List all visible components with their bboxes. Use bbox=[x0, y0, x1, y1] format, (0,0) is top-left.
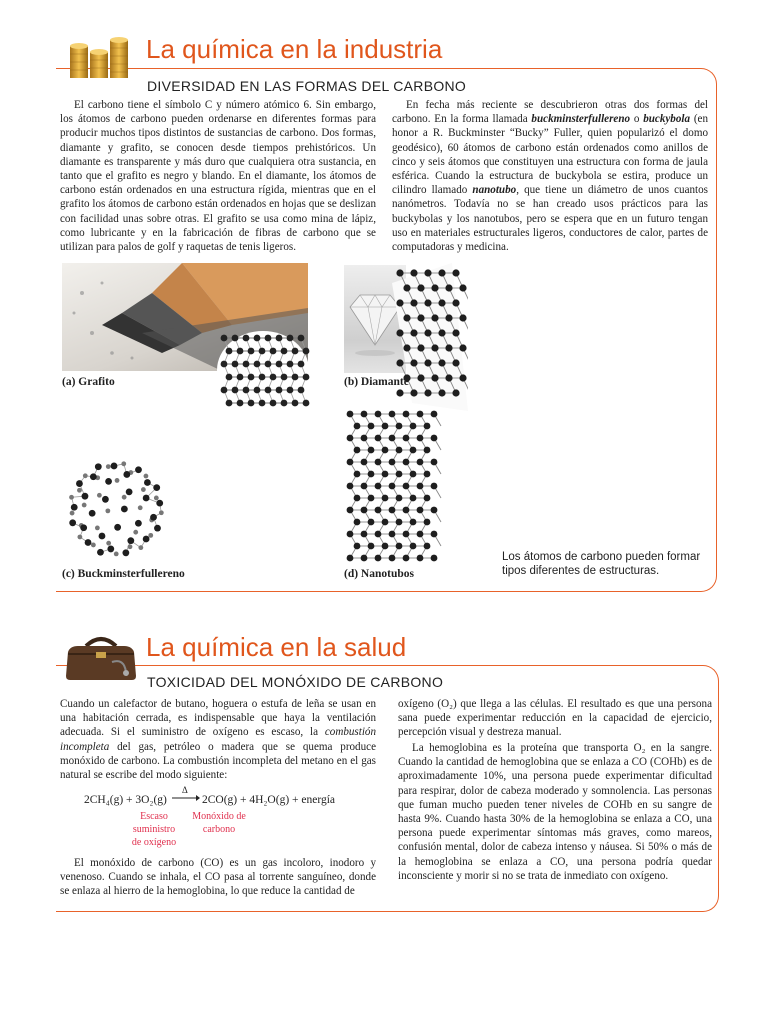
buckminsterfullerene-image bbox=[62, 455, 170, 563]
industry-col2-text: En fecha más reciente se descubrieron otras dos formas del carbono. En la forma llamada buckminsterfullereno o buckybola (en honor a R. Buckminster “Bucky” Fuller, quien popularizó el domo geodésico), 60 átomos de carbono están ordenados como anillos de cinco y seis átomos que constituyen una estructura con forma de jaula esférica. Cuando la estructura de buckybola se estira, produce un cilindro llamado nanotubo, que tiene un diámetro de unos cuantos nanómetros. Todavía no se han creado usos prácticos para las buckybolas y los nanotubos, pero se espera que en un futuro tengan uso en materiales estructurales ligeros, conductores de calor, partes de computadoras y medicina. bbox=[392, 99, 708, 254]
industry-title: La química en la industria bbox=[146, 34, 443, 64]
medical-bag-icon bbox=[62, 632, 140, 682]
term-combustion-incompleta: combustión incompleta bbox=[60, 726, 376, 753]
heat-delta-symbol: Δ bbox=[182, 785, 188, 795]
nanotube-image bbox=[342, 408, 444, 564]
health-col2-p2: La hemoglobina es la proteína que transporta O₂ en la sangre. Cuando la cantidad de hemoglobina que se enlaza a CO (COHb) es de aproximadamente 10%, una persona puede experimentar dificultad para respirar, dolor de cabeza moderado y somnolencia. Las personas que fuman mucho pueden tener niveles de COHb en su sangre de hasta 9%. Cuando hasta 30% de la hemoglobina se enlaza a CO, una persona puede experimentar síntomas más graves, como mareos, confusión mental, dolor de cabeza intenso y náusea. Si 50% o más de la hemoglobina se enlaza a CO, una persona podría quedar inconsciente y morir si no se trata de inmediato con oxígeno. bbox=[398, 742, 712, 882]
industry-subtitle: DIVERSIDAD EN LAS FORMAS DEL CARBONO bbox=[147, 78, 467, 94]
coins-icon bbox=[64, 36, 134, 82]
graphite-lattice-image bbox=[216, 330, 310, 410]
figure-note: Los átomos de carbono pueden formar tipos diferentes de estructuras. bbox=[502, 551, 701, 577]
diamond-lattice-image bbox=[392, 263, 468, 411]
health-co-text: El monóxido de carbono (CO) es un gas incoloro, inodoro y venenoso. Cuando se inhala, el CO pasa al torrente sanguíneo, donde se enlaza al hierro de la hemoglobina, lo que reduce la cantidad de bbox=[60, 857, 376, 898]
note-escaso-oxigeno: Escaso suministro de oxígeno bbox=[131, 811, 177, 848]
caption-nanotubes: (d) Nanotubos bbox=[344, 568, 414, 580]
term-buckminsterfullereno: buckminsterfullereno bbox=[531, 113, 631, 126]
health-subtitle: TOXICIDAD DEL MONÓXIDO DE CARBONO bbox=[147, 674, 444, 690]
caption-graphite: (a) Grafito bbox=[62, 376, 115, 388]
industry-col1-text: El carbono tiene el símbolo C y número atómico 6. Sin embargo, los átomos de carbono pueden ordenarse en diferentes formas para producir muchos tipos distintos de sustancias de carbono. Dos formas, diamante y grafito, se conocen desde tiempos prehistóricos. Un diamante es transparente y más duro que cualquiera otra sustancia, en tanto que el grafito es negro y blando. En el diamante, los átomos de carbono están ordenados en una estructura rígida, mientras que en el grafito los átomos de carbono están ordenados en hojas que se deslizan con facilidad unas sobre otras. El grafito se usa como mina de lápiz, como lubricante y en la fabricación de fibras de carbono que se utilizan para palos de golf y raquetas de tenis ligeros. bbox=[60, 99, 376, 254]
term-buckybola: buckybola bbox=[643, 113, 691, 126]
caption-buckminsterfullerene: (c) Buckminsterfullereno bbox=[62, 568, 185, 580]
equation-reactants: 2CH₄(g) + 3O₂(g) bbox=[84, 794, 167, 806]
term-nanotubo: nanotubo bbox=[472, 184, 517, 197]
health-title: La química en la salud bbox=[146, 632, 407, 662]
health-intro-text: Cuando un calefactor de butano, hoguera o estufa de leña se usan en una habitación cerrada, es indispensable que haya la ventilación adecuada. Si el suministro de oxígeno es escaso, la combustión incompleta del gas, petróleo o madera que se quema produce monóxido de carbono. La combustión incompleta del metano en el gas natural se escribe del modo siguiente: bbox=[60, 698, 376, 782]
note-monoxido-carbono: Monóxido de carbono bbox=[192, 811, 246, 835]
health-col2-p1: oxígeno (O₂) que llega a las células. El resultado es que una persona sana puede experimentar reducción en la capacidad de ejercicio, percepción visual y destreza manual. bbox=[398, 698, 712, 739]
caption-diamond: (b) Diamante bbox=[344, 376, 409, 388]
equation-products: 2CO(g) + 4H₂O(g) + energía bbox=[202, 794, 336, 806]
